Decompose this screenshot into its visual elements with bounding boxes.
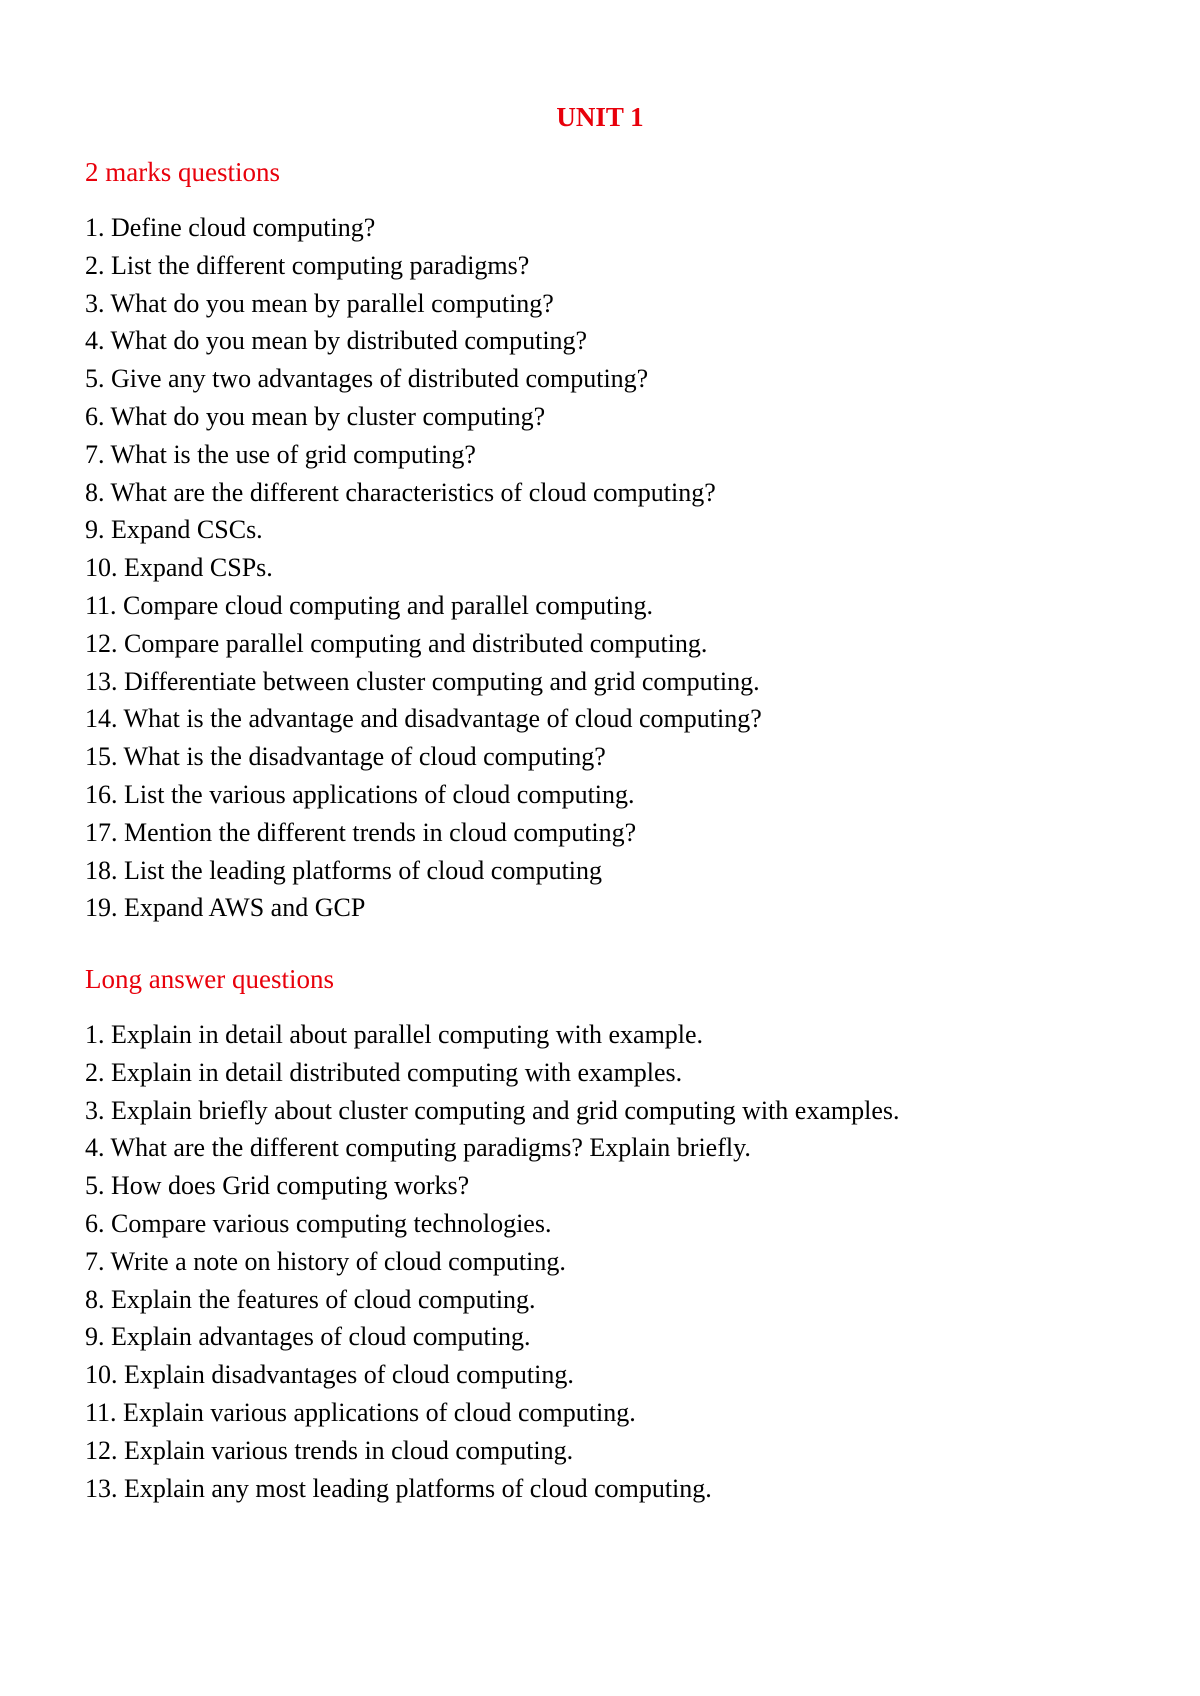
question-item: 4. What do you mean by distributed computing? — [85, 326, 588, 356]
question-item: 19. Expand AWS and GCP — [85, 893, 366, 923]
question-item: 7. Write a note on history of cloud computing. — [85, 1246, 566, 1276]
section-long-answer-questions — [85, 962, 1145, 1507]
question-item: 9. Expand CSCs. — [85, 515, 263, 545]
question-item: 3. Explain briefly about cluster computing and grid computing with examples. — [85, 1095, 900, 1125]
question-item: 4. What are the different computing paradigms? Explain briefly. — [85, 1133, 751, 1163]
question-item: 17. Mention the different trends in cloud computing? — [85, 817, 637, 847]
question-item: 13. Differentiate between cluster computing and grid computing. — [85, 666, 760, 696]
question-item: 12. Compare parallel computing and distributed computing. — [85, 628, 708, 658]
question-item: 7. What is the use of grid computing? — [85, 439, 476, 469]
question-item: 12. Explain various trends in cloud computing. — [85, 1435, 574, 1465]
question-item: 6. What do you mean by cluster computing? — [85, 401, 546, 431]
question-item: 1. Explain in detail about parallel computing with example. — [85, 1020, 704, 1049]
question-item: 5. Give any two advantages of distributed computing? — [85, 364, 649, 394]
question-item: 16. List the various applications of cloud computing. — [85, 779, 635, 809]
question-item: 14. What is the advantage and disadvantage of cloud computing? — [85, 704, 762, 734]
section-heading: 2 marks questions — [85, 157, 280, 187]
question-item: 1. Define cloud computing? — [85, 213, 376, 242]
question-item: 10. Explain disadvantages of cloud computing. — [85, 1360, 574, 1390]
unit-title: UNIT 1 — [556, 102, 644, 132]
section-heading: Long answer questions — [85, 964, 334, 994]
question-item: 15. What is the disadvantage of cloud computing? — [85, 742, 606, 772]
question-item: 10. Expand CSPs. — [85, 553, 273, 583]
question-item: 11. Explain various applications of cloud computing. — [85, 1397, 636, 1427]
question-item: 18. List the leading platforms of cloud computing — [85, 855, 603, 885]
question-item: 11. Compare cloud computing and parallel computing. — [85, 590, 654, 620]
question-item: 8. What are the different characteristics of cloud computing? — [85, 477, 716, 507]
question-item: 13. Explain any most leading platforms of cloud computing. — [85, 1473, 712, 1503]
question-item: 6. Compare various computing technologies. — [85, 1208, 552, 1238]
question-item: 3. What do you mean by parallel computing? — [85, 288, 554, 318]
question-list — [85, 1016, 1145, 1507]
question-list — [85, 209, 1145, 927]
section-two-marks-questions — [85, 155, 1145, 927]
question-item: 2. Explain in detail distributed computing with examples. — [85, 1057, 683, 1087]
question-item: 5. How does Grid computing works? — [85, 1171, 470, 1201]
question-item: 9. Explain advantages of cloud computing. — [85, 1322, 531, 1352]
question-item: 2. List the different computing paradigms? — [85, 250, 530, 280]
question-item: 8. Explain the features of cloud computing. — [85, 1284, 536, 1314]
